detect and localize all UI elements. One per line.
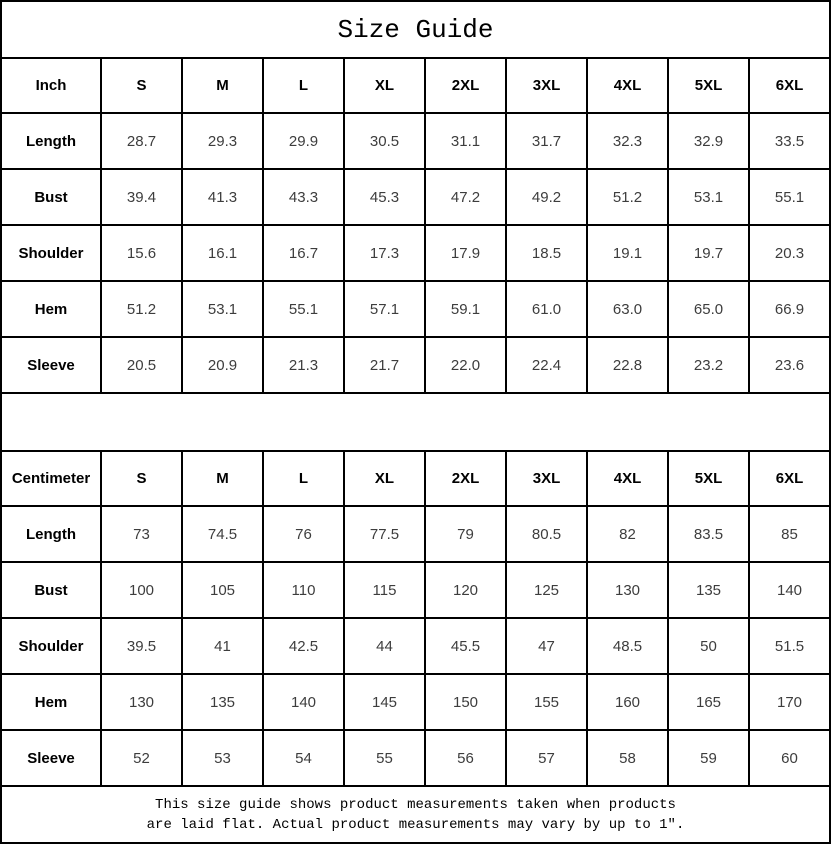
value-cell: 77.5 [344,506,425,562]
value-cell: 83.5 [668,506,749,562]
value-cell: 19.7 [668,225,749,281]
value-cell: 18.5 [506,225,587,281]
value-cell: 39.5 [101,618,182,674]
size-header: M [182,451,263,506]
value-cell: 53.1 [182,281,263,337]
value-cell: 120 [425,562,506,618]
value-cell: 30.5 [344,113,425,169]
value-cell: 125 [506,562,587,618]
value-cell: 22.4 [506,337,587,393]
size-header: 5XL [668,451,749,506]
unit-header-inch: Inch [1,58,101,113]
value-cell: 16.7 [263,225,344,281]
value-cell: 155 [506,674,587,730]
value-cell: 140 [749,562,830,618]
value-cell: 85 [749,506,830,562]
value-cell: 47 [506,618,587,674]
size-header: M [182,58,263,113]
value-cell: 21.7 [344,337,425,393]
value-cell: 55.1 [749,169,830,225]
value-cell: 16.1 [182,225,263,281]
value-cell: 61.0 [506,281,587,337]
value-cell: 29.3 [182,113,263,169]
value-cell: 55 [344,730,425,786]
value-cell: 145 [344,674,425,730]
value-cell: 140 [263,674,344,730]
table-row [1,730,830,786]
row-label: Sleeve [1,730,101,786]
value-cell: 51.5 [749,618,830,674]
value-cell: 31.1 [425,113,506,169]
size-header: 5XL [668,58,749,113]
size-header: XL [344,451,425,506]
row-label: Shoulder [1,618,101,674]
value-cell: 79 [425,506,506,562]
value-cell: 21.3 [263,337,344,393]
value-cell: 51.2 [587,169,668,225]
value-cell: 130 [587,562,668,618]
value-cell: 100 [101,562,182,618]
value-cell: 135 [668,562,749,618]
value-cell: 105 [182,562,263,618]
row-label: Length [1,113,101,169]
value-cell: 45.3 [344,169,425,225]
value-cell: 150 [425,674,506,730]
row-label: Bust [1,169,101,225]
size-header: 6XL [749,58,830,113]
value-cell: 45.5 [425,618,506,674]
value-cell: 20.5 [101,337,182,393]
value-cell: 76 [263,506,344,562]
row-label: Bust [1,562,101,618]
value-cell: 44 [344,618,425,674]
value-cell: 32.9 [668,113,749,169]
size-header: L [263,58,344,113]
value-cell: 165 [668,674,749,730]
value-cell: 33.5 [749,113,830,169]
row-label: Length [1,506,101,562]
value-cell: 41 [182,618,263,674]
value-cell: 20.9 [182,337,263,393]
size-header: XL [344,58,425,113]
table-row [1,674,830,730]
value-cell: 160 [587,674,668,730]
table-row [1,225,830,281]
table-row [1,337,830,393]
footer-note-line1: This size guide shows product measurements taken when products [155,796,676,813]
table-row [1,281,830,337]
footer-row [1,786,830,843]
value-cell: 54 [263,730,344,786]
value-cell: 15.6 [101,225,182,281]
value-cell: 65.0 [668,281,749,337]
value-cell: 29.9 [263,113,344,169]
value-cell: 74.5 [182,506,263,562]
row-label: Shoulder [1,225,101,281]
value-cell: 39.4 [101,169,182,225]
row-label: Hem [1,281,101,337]
value-cell: 170 [749,674,830,730]
table-row [1,113,830,169]
value-cell: 19.1 [587,225,668,281]
value-cell: 73 [101,506,182,562]
value-cell: 49.2 [506,169,587,225]
inch-header-row [1,58,830,113]
value-cell: 59.1 [425,281,506,337]
table-row [1,618,830,674]
value-cell: 60 [749,730,830,786]
value-cell: 47.2 [425,169,506,225]
size-header: 2XL [425,451,506,506]
row-label: Sleeve [1,337,101,393]
value-cell: 42.5 [263,618,344,674]
value-cell: 22.0 [425,337,506,393]
size-header: 4XL [587,58,668,113]
size-header: L [263,451,344,506]
size-header: 3XL [506,451,587,506]
value-cell: 82 [587,506,668,562]
spacer-row [1,393,830,451]
value-cell: 22.8 [587,337,668,393]
value-cell: 110 [263,562,344,618]
value-cell: 135 [182,674,263,730]
size-header: 6XL [749,451,830,506]
value-cell: 32.3 [587,113,668,169]
table-row [1,562,830,618]
value-cell: 50 [668,618,749,674]
footer-note [1,786,830,843]
size-header: S [101,451,182,506]
value-cell: 28.7 [101,113,182,169]
value-cell: 23.6 [749,337,830,393]
value-cell: 31.7 [506,113,587,169]
size-header: 2XL [425,58,506,113]
table-row [1,169,830,225]
size-header: S [101,58,182,113]
value-cell: 63.0 [587,281,668,337]
value-cell: 23.2 [668,337,749,393]
footer-note-line2: are laid flat. Actual product measurements may vary by up to 1″. [146,816,685,833]
row-label: Hem [1,674,101,730]
value-cell: 41.3 [182,169,263,225]
value-cell: 53 [182,730,263,786]
value-cell: 66.9 [749,281,830,337]
value-cell: 17.9 [425,225,506,281]
value-cell: 56 [425,730,506,786]
value-cell: 17.3 [344,225,425,281]
value-cell: 130 [101,674,182,730]
value-cell: 58 [587,730,668,786]
centimeter-header-row [1,451,830,506]
value-cell: 57.1 [344,281,425,337]
title-row [1,1,830,58]
value-cell: 52 [101,730,182,786]
size-header: 3XL [506,58,587,113]
page-title: Size Guide [1,1,830,58]
value-cell: 53.1 [668,169,749,225]
unit-header-centimeter: Centimeter [1,451,101,506]
value-cell: 115 [344,562,425,618]
value-cell: 55.1 [263,281,344,337]
value-cell: 80.5 [506,506,587,562]
table-row [1,506,830,562]
value-cell: 20.3 [749,225,830,281]
value-cell: 48.5 [587,618,668,674]
value-cell: 59 [668,730,749,786]
value-cell: 43.3 [263,169,344,225]
value-cell: 57 [506,730,587,786]
value-cell: 51.2 [101,281,182,337]
size-header: 4XL [587,451,668,506]
spacer-cell [1,393,830,451]
